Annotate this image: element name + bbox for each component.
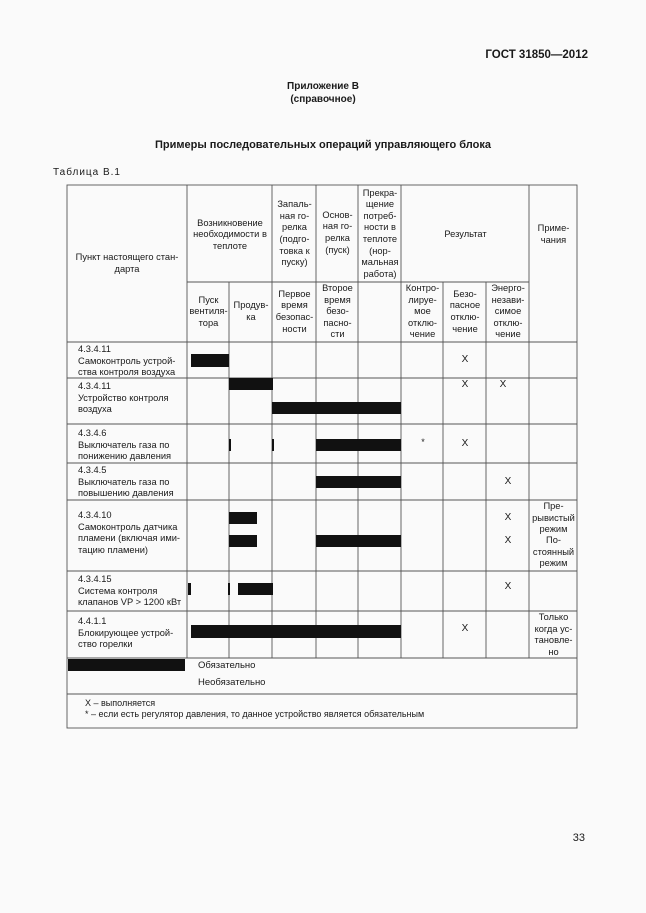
bar-row2a: [229, 378, 273, 390]
header-independent-shutdown: Энерго-незави-симое отклю-чение: [491, 283, 525, 340]
standard-number: ГОСТ 31850—2012: [485, 49, 588, 61]
mark-independent-row5b: X: [504, 535, 512, 546]
row-text: Выключатель газа по понижению давления: [78, 439, 172, 462]
bar-row3c: [316, 439, 401, 451]
appendix-title: [0, 80, 646, 106]
mark-safety-row1: X: [461, 354, 469, 365]
bar-row7: [191, 625, 401, 638]
bar-row1: [191, 354, 229, 367]
bar-row5b: [229, 535, 257, 547]
table-row: [78, 616, 186, 651]
row-clause: 4.3.4.10: [78, 510, 112, 520]
header-ignition: Запаль-ная го-релка (подго-товка к пуску): [277, 199, 312, 268]
table-row: [78, 510, 186, 556]
section-heading: Примеры последовательных операций управляющего блока: [154, 139, 491, 151]
bar-row3a: [229, 439, 231, 451]
bar-row6c: [238, 583, 273, 595]
page-number: 33: [572, 832, 585, 844]
table-row: [78, 381, 186, 416]
mark-safety-row3: X: [461, 438, 469, 449]
header-clause: Пункт настоящего стан-дарта: [75, 252, 179, 274]
table-caption: Таблица В.1: [53, 167, 121, 178]
header-first-safety: Первое время безопас-ности: [275, 288, 314, 334]
header-controlled-shutdown: Контро-лируе-мое отклю-чение: [405, 283, 440, 340]
table-row: [78, 465, 186, 500]
appendix-label: Приложение В: [287, 81, 359, 92]
mark-safety-row2: X: [461, 379, 469, 390]
row-clause: 4.4.1.1: [78, 616, 107, 626]
row-text: Система контроля клапанов VP > 1200 кВт: [78, 585, 182, 608]
row-text: Блокирующее устрой-ство горелки: [78, 627, 174, 650]
table-row: [78, 344, 186, 379]
mark-independent-row4: X: [504, 476, 512, 487]
bar-row3b: [272, 439, 274, 451]
row-text: Самоконтроль устрой-ства контроля воздуха: [78, 355, 176, 378]
bar-row4: [316, 476, 401, 488]
row-text: Выключатель газа по повышению давления: [78, 476, 174, 499]
row-text: Самоконтроль датчика пламени (включая ими-тацию пламени): [78, 521, 181, 555]
row-clause: 4.3.4.6: [78, 428, 107, 438]
header-second-safety: Второе время безо-пасно-сти: [322, 283, 353, 340]
header-fan-start: Пуск вентиля-тора: [189, 294, 228, 328]
header-demand-end: Прекра-щение потреб-ности в теплоте (нор-мальная работа): [361, 187, 399, 279]
header-occurrence: Возникновение необходимости в теплоте: [193, 217, 267, 251]
appendix-subtitle: (справочное): [290, 94, 356, 105]
legend-optional: Необязательно: [198, 677, 266, 688]
bar-row6a: [188, 583, 191, 595]
mark-controlled-row3: *: [421, 437, 425, 447]
legend-mandatory-bar: [68, 659, 185, 671]
note-row5b: По-стоянный режим: [532, 535, 575, 569]
mark-safety-row7: X: [461, 623, 469, 634]
header-notes: Приме-чания: [537, 223, 570, 245]
header-purge: Продув-ка: [233, 300, 269, 322]
row-text: Устройство контроля воздуха: [78, 392, 169, 415]
mark-independent-row6: X: [504, 581, 512, 592]
header-main-burner: Основ-ная го-релка (пуск): [322, 209, 353, 255]
mark-independent-row5a: X: [504, 512, 512, 523]
legend-mandatory: Обязательно: [198, 660, 256, 671]
legend-x-meaning: X – выполняется: [85, 698, 156, 708]
legend-asterisk-meaning: * – если есть регулятор давления, то данное устройство является обязательным: [85, 709, 425, 719]
bar-row5a: [229, 512, 257, 524]
note-row5a: Пре-рывистый режим: [532, 501, 575, 535]
table-row: [78, 428, 186, 463]
header-safety-shutdown: Безо-пасное отклю-чение: [449, 288, 481, 334]
row-clause: 4.3.4.5: [78, 465, 107, 475]
mark-independent-row2: X: [499, 379, 507, 390]
row-clause: 4.3.4.15: [78, 574, 112, 584]
bar-row2b: [272, 402, 401, 414]
bar-row5c: [316, 535, 401, 547]
bar-row6b: [228, 583, 230, 595]
row-clause: 4.3.4.11: [78, 344, 111, 354]
row-clause: 4.3.4.11: [78, 381, 111, 391]
table-row: [78, 574, 186, 609]
header-result: Результат: [444, 229, 487, 240]
note-row7: Только когда ус-тановле-но: [534, 612, 573, 657]
